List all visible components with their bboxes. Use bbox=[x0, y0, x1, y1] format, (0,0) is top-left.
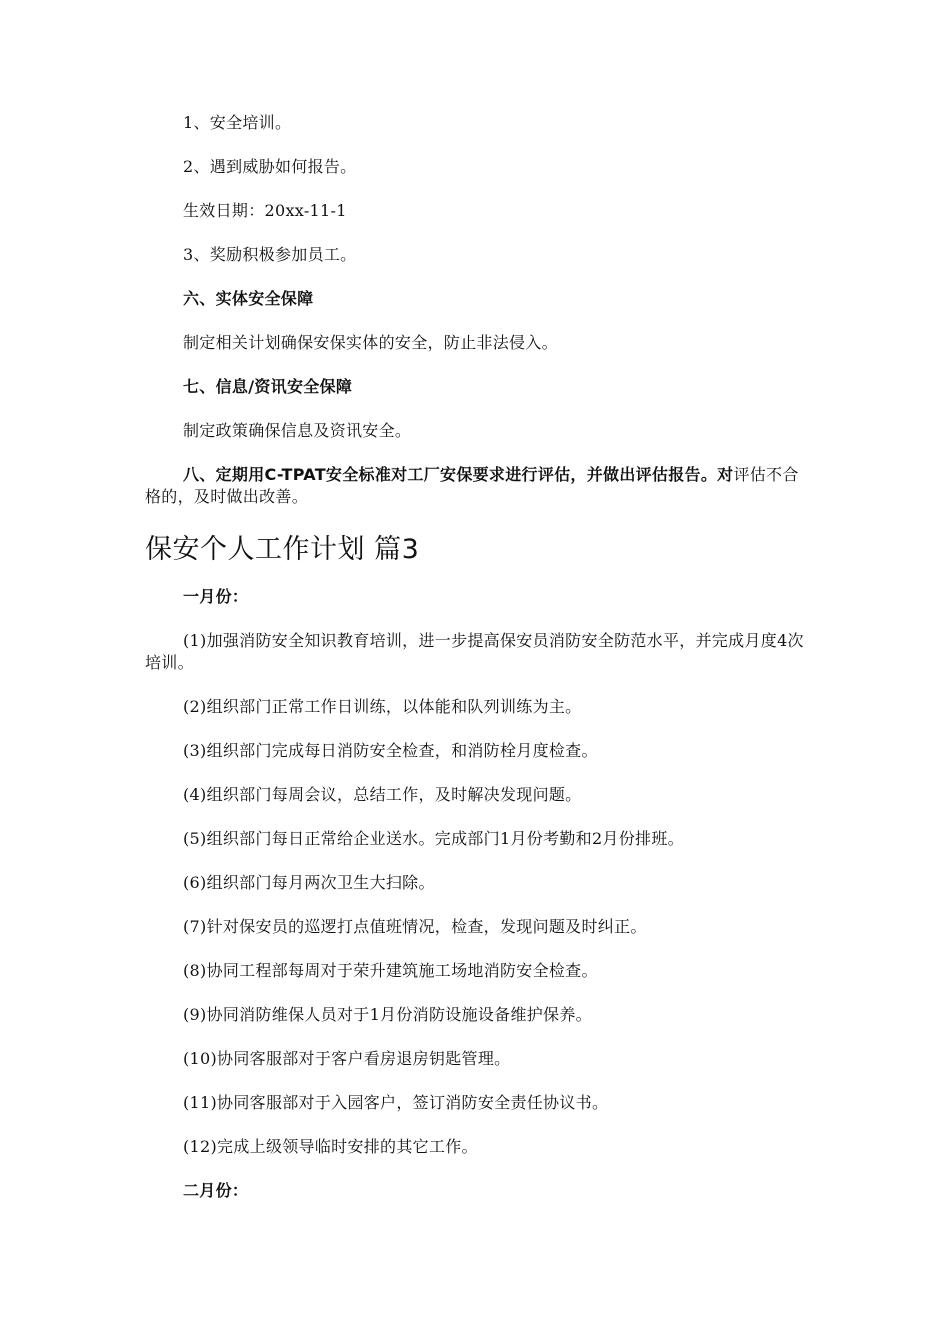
list-item: (9)协同消防维保人员对于1月份消防设施设备维护保养。 bbox=[183, 1005, 592, 1024]
list-item: 3、奖励积极参加员工。 bbox=[183, 245, 357, 264]
list-item: (12)完成上级领导临时安排的其它工作。 bbox=[183, 1137, 478, 1156]
list-item: (7)针对保安员的巡逻打点值班情况，检查，发现问题及时纠正。 bbox=[183, 917, 647, 936]
list-item: 1、安全培训。 bbox=[183, 113, 292, 132]
heading-physical-security: 六、实体安全保障 bbox=[183, 289, 314, 308]
list-item: (3)组织部门完成每日消防安全检查，和消防栓月度检查。 bbox=[183, 741, 598, 760]
document-body bbox=[145, 112, 810, 1202]
paragraph: 制定相关计划确保安保实体的安全，防止非法侵入。 bbox=[183, 333, 558, 352]
list-item: (5)组织部门每日正常给企业送水。完成部门1月份考勤和2月份排班。 bbox=[183, 829, 684, 848]
list-item: (10)协同客服部对于客户看房退房钥匙管理。 bbox=[183, 1049, 511, 1068]
heading-ctpat-rest: 评估不合格的，及时做出改善。 bbox=[145, 465, 799, 506]
list-item: 2、遇到威胁如何报告。 bbox=[183, 157, 357, 176]
list-item: (2)组织部门正常工作日训练，以体能和队列训练为主。 bbox=[183, 697, 582, 716]
heading-ctpat-assessment bbox=[145, 464, 810, 508]
effective-date: 生效日期：20xx-11-1 bbox=[183, 201, 347, 220]
month-heading-february: 二月份： bbox=[183, 1181, 249, 1200]
section-title: 保安个人工作计划 篇3 bbox=[145, 534, 420, 565]
heading-ctpat-bold: 八、定期用C-TPAT安全标准对工厂安保要求进行评估，并做出评估报告。对 bbox=[183, 465, 734, 484]
month-heading-january: 一月份： bbox=[183, 587, 249, 606]
list-item: (6)组织部门每月两次卫生大扫除。 bbox=[183, 873, 435, 892]
paragraph: 制定政策确保信息及资讯安全。 bbox=[183, 421, 412, 440]
heading-information-security: 七、信息/资讯安全保障 bbox=[183, 377, 353, 396]
list-item: (8)协同工程部每周对于荣升建筑施工场地消防安全检查。 bbox=[183, 961, 598, 980]
list-item: (11)协同客服部对于入园客户，签订消防安全责任协议书。 bbox=[183, 1093, 609, 1112]
list-item: (1)加强消防安全知识教育培训，进一步提高保安员消防安全防范水平，并完成月度4次培训。 bbox=[145, 631, 804, 672]
list-item: (4)组织部门每周会议，总结工作，及时解决发现问题。 bbox=[183, 785, 582, 804]
